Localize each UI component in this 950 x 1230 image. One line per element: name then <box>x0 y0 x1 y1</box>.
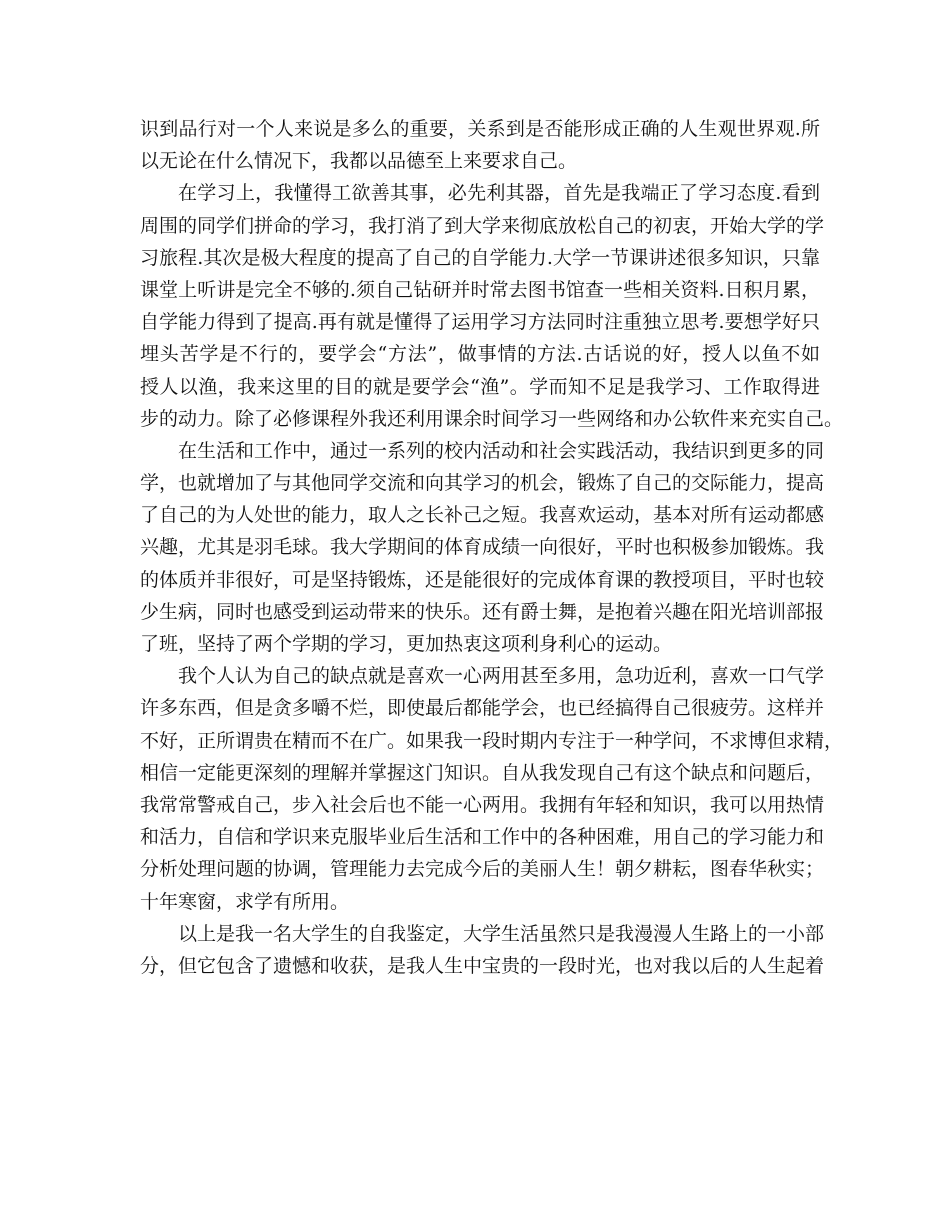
text-line: 少生病，同时也感受到运动带来的快乐。还有爵士舞，是抱着兴趣在阳光培训部报 <box>140 600 825 623</box>
text-line: 自学能力得到了提高.再有就是懂得了运用学习方法同时注重独立思考.要想学好只 <box>140 311 820 334</box>
text-line: 许多东西，但是贪多嚼不烂，即使最后都能学会，也已经搞得自己很疲劳。这样并 <box>140 697 825 720</box>
text-line: 和活力，自信和学识来克服毕业后生活和工作中的各种困难，用自己的学习能力和 <box>140 826 825 849</box>
text-line: 识到品行对一个人来说是多么的重要，关系到是否能形成正确的人生观世界观.所 <box>140 118 820 140</box>
text-line: 了班，坚持了两个学期的学习，更加热衷这项利身利心的运动。 <box>140 633 673 655</box>
text-line: 课堂上听讲是完全不够的.须自己钻研并时常去图书馆查一些相关资料.日积月累， <box>140 278 820 301</box>
text-line: 在学习上，我懂得工欲善其事，必先利其器，首先是我端正了学习态度.看到 <box>178 182 820 205</box>
text-line: 习旅程.其次是极大程度的提高了自己的自学能力.大学一节课讲述很多知识，只靠 <box>140 246 820 269</box>
text-line: 分析处理问题的协调，管理能力去完成今后的美丽人生！朝夕耕耘，图春华秋实； <box>140 858 825 881</box>
paragraph-4 <box>140 660 844 918</box>
text-line: 以上是我一名大学生的自我鉴定，大学生活虽然只是我漫漫人生路上的一小部 <box>178 922 825 945</box>
text-line: 以无论在什么情况下，我都以品德至上来要求自己。 <box>140 150 578 173</box>
text-line: 我个人认为自己的缺点就是喜欢一心两用甚至多用，急功近利，喜欢一口气学 <box>178 665 825 688</box>
text-line: 的体质并非很好，可是坚持锻炼，还是能很好的完成体育课的教授项目，平时也较 <box>140 568 825 591</box>
paragraph-3 <box>140 435 825 660</box>
text-line: 我常常警戒自己，步入社会后也不能一心两用。我拥有年轻和知识，我可以用热情 <box>140 793 825 816</box>
text-line: 周围的同学们拼命的学习，我打消了到大学来彻底放松自己的初衷，开始大学的学 <box>140 214 825 237</box>
text-line: 分，但它包含了遗憾和收获，是我人生中宝贵的一段时光，也对我以后的人生起着 <box>140 954 825 977</box>
text-line: 了自己的为人处世的能力，取人之长补己之短。我喜欢运动，基本对所有运动都感 <box>140 504 825 527</box>
text-line: 相信一定能更深刻的理解并掌握这门知识。自从我发现自己有这个缺点和问题后， <box>140 761 825 784</box>
text-line: 埋头苦学是不行的，要学会“方法”，做事情的方法.古话说的好，授人以鱼不如 <box>140 343 820 366</box>
text-line: 学，也就增加了与其他同学交流和向其学习的机会，锻炼了自己的交际能力，提高 <box>140 472 825 495</box>
text-line: 十年寒窗，求学有所用。 <box>140 890 350 913</box>
paragraph-5 <box>140 918 825 982</box>
paragraph-1 <box>140 113 820 177</box>
text-line: 兴趣，尤其是羽毛球。我大学期间的体育成绩一向很好，平时也积极参加锻炼。我 <box>140 536 825 559</box>
text-line: 授人以渔，我来这里的目的就是要学会“渔”。学而知不足是我学习、工作取得进 <box>140 375 820 398</box>
paragraph-2 <box>140 177 844 435</box>
text-line: 在生活和工作中，通过一系列的校内活动和社会实践活动，我结识到更多的同 <box>178 439 825 462</box>
text-line: 步的动力。除了必修课程外我还利用课余时间学习一些网络和办公软件来充实自己。 <box>140 407 844 430</box>
text-line: 不好，正所谓贵在精而不在广。如果我一段时期内专注于一种学问，不求博但求精， <box>140 729 844 752</box>
document-page <box>140 113 844 982</box>
